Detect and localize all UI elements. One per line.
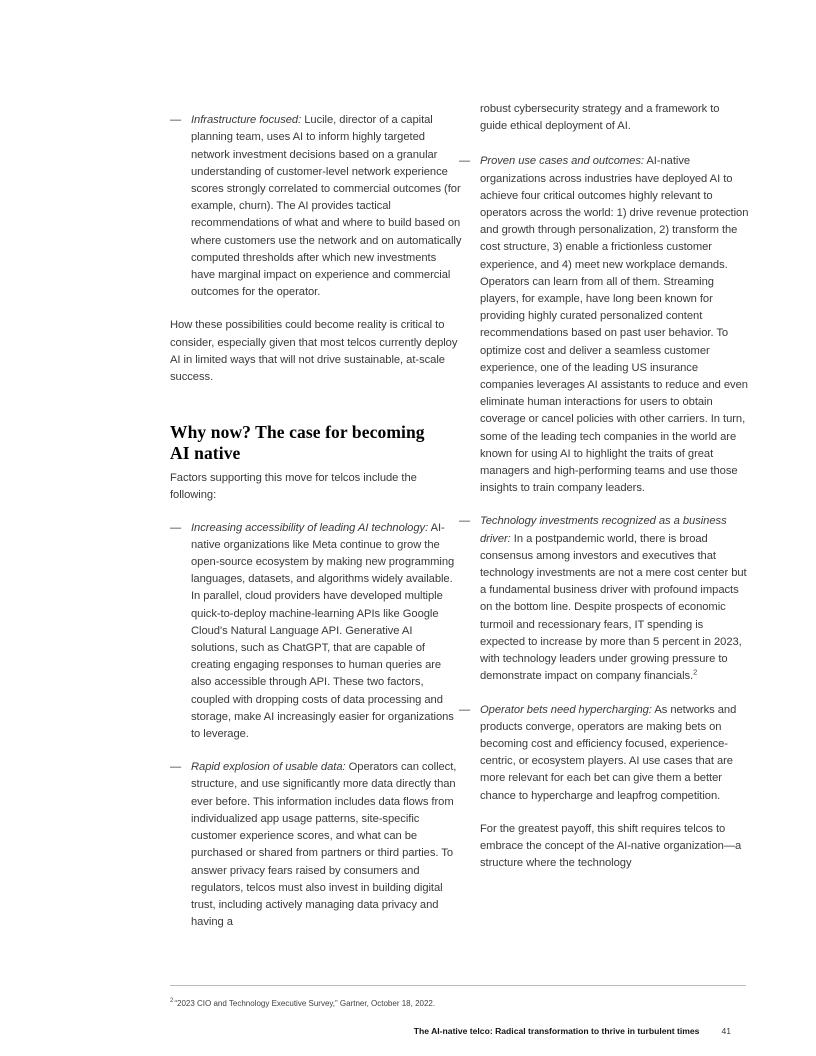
bullet-body-text: As networks and products converge, operators are making bets on becoming cost and efficiency focused, experience-centric, or ecosystem players. AI use cases that are more relevant for each bet can give them a better chance to hypercharge and leapfrog competition. bbox=[480, 703, 737, 802]
right-column bbox=[459, 101, 749, 890]
bullet-lead-label: Technology investments recognized as a business driver: bbox=[480, 515, 727, 545]
bullet-text bbox=[480, 153, 749, 497]
bullet-lead-label: Increasing accessibility of leading AI technology: bbox=[191, 521, 429, 534]
bullet-dash: — bbox=[170, 521, 182, 534]
footnote-text: “2023 CIO and Technology Executive Survey,” Gartner, October 18, 2022. bbox=[174, 999, 436, 1008]
paragraph-greatest-payoff: For the greatest payoff, this shift requires telcos to embrace the concept of the AI-native organization—a structure where the technology bbox=[480, 822, 742, 870]
bullet-text bbox=[191, 759, 462, 931]
bullet-lead-label: Rapid explosion of usable data: bbox=[191, 761, 346, 774]
bullet-lead-label: Proven use cases and outcomes: bbox=[480, 155, 644, 168]
bullet-text bbox=[191, 112, 462, 301]
footnote-marker: 2 bbox=[170, 998, 174, 1005]
bullet-infrastructure-focused bbox=[170, 112, 462, 301]
bullet-text bbox=[480, 702, 749, 805]
bullet-operator-bets bbox=[459, 702, 749, 805]
bullet-increasing-accessibility bbox=[170, 520, 462, 744]
bullet-technology-investments bbox=[459, 513, 749, 685]
paragraph-factors-intro: Factors supporting this move for telcos include the following: bbox=[170, 472, 417, 502]
bullet-body-text: Lucile, director of a capital planning team, uses AI to inform highly targeted network investment decisions based on a granular understanding of customer-level network experience scores strongly correlated to commercial outcomes (for example, churn). The AI provides tactical recommendations of what and where to build based on where customers use the network and on automatically computed thresholds after which new investments have marginal impact on experience and commercial outcomes for the operator. bbox=[191, 114, 462, 299]
footnote-divider bbox=[170, 985, 746, 986]
section-heading-why-now bbox=[170, 422, 462, 464]
bullet-body-text: AI-native organizations across industries have deployed AI to achieve four critical outcomes highly relevant to operators across the world: 1) drive revenue protection and growth through personalization, 2) transform the cost structure, 3) enable a frictionless customer experience, and 4) meet new workplace demands. Operators can learn from all of them. Streaming players, for example, have long been known for providing highly curated personalized content recommendations based on past user behavior. To optimize cost and deliver a seamless customer experience, one of the leading US insurance companies leverages AI assistants to reduce and even eliminate human interactions for users to obtain coverage or cancel policies with other carriers. In turn, some of the leading tech companies in the world are known for using AI to highlight the traits of great managers and high-performing teams and use those insights to train company leaders. bbox=[480, 155, 749, 495]
bullet-proven-use-cases bbox=[459, 153, 749, 497]
page-number: 41 bbox=[721, 1026, 731, 1036]
bullet-text bbox=[480, 513, 749, 685]
page-footer bbox=[170, 1026, 731, 1037]
bullet-body-text: In a postpandemic world, there is broad consensus among investors and executives that technology investments are not a mere cost center but a fundamental business driver with profound impacts on the bottom line. Despite prospects of economic turmoil and recessionary fears, IT spending is expected to increase by more than 5 percent in 2023, with technology leaders under growing pressure to demonstrate impact on company financials. bbox=[480, 532, 747, 683]
bullet-rapid-explosion-data bbox=[170, 759, 462, 931]
bullet-dash: — bbox=[459, 515, 471, 528]
footnote bbox=[170, 998, 746, 1009]
bullet-lead-label: Infrastructure focused: bbox=[191, 114, 302, 127]
bullet-lead-label: Operator bets need hypercharging: bbox=[480, 703, 652, 716]
bullet-dash: — bbox=[170, 114, 182, 127]
bullet-body-text: AI-native organizations like Meta continue to grow the open-source ecosystem by making new programming languages, datasets, and algorithms widely available. In parallel, cloud providers have developed multiple quick-to-deploy machine-learning APIs like Google Cloud's Natural Language API. Generative AI solutions, such as ChatGPT, that are capable of creating engaging responses to human queries are also accessible through API. These two factors, coupled with dropping costs of data processing and storage, make AI increasingly easier for organizations to leverage. bbox=[191, 521, 455, 741]
bullet-body-text: Operators can collect, structure, and use significantly more data directly than ever before. This information includes data flows from individualized app usage patterns, site-specific customer experience scores, and what can be purchased or shared from partners or third parties. To answer privacy fears raised by consumers and regulators, telcos must also invest in building digital trust, including actively managing data privacy and having a bbox=[191, 761, 457, 929]
bullet-dash: — bbox=[459, 703, 471, 716]
bullet-dash: — bbox=[459, 155, 471, 168]
bullet-dash: — bbox=[170, 761, 182, 774]
footnote-reference-2: 2 bbox=[693, 667, 698, 677]
paragraph-how-possibilities: How these possibilities could become reality is critical to consider, especially given that most telcos currently deploy AI in limited ways that will not drive sustainable, at-scale success. bbox=[170, 319, 458, 384]
heading-line-2: AI native bbox=[170, 443, 241, 464]
paragraph-continuation-cybersecurity: robust cybersecurity strategy and a framework to guide ethical deployment of AI. bbox=[480, 103, 720, 133]
heading-line-1: Why now? The case for becoming bbox=[170, 422, 425, 443]
report-title: The AI-native telco: Radical transformation to thrive in turbulent times bbox=[413, 1026, 700, 1036]
left-column bbox=[170, 101, 462, 947]
bullet-text bbox=[191, 520, 462, 744]
